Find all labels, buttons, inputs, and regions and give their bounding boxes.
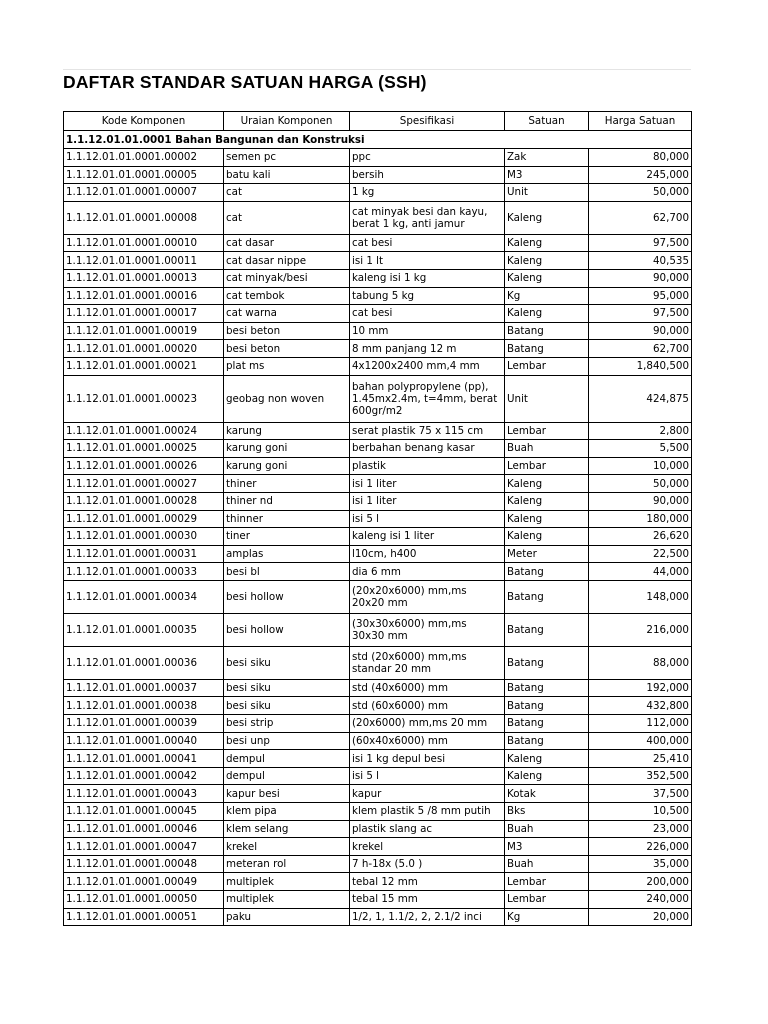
cell-spesifikasi: cat besi bbox=[350, 234, 505, 252]
cell-harga: 95,000 bbox=[589, 287, 692, 305]
cell-uraian: klem selang bbox=[224, 820, 350, 838]
cell-kode: 1.1.12.01.01.0001.00048 bbox=[64, 855, 224, 873]
table-row bbox=[64, 422, 692, 440]
cell-harga: 200,000 bbox=[589, 873, 692, 891]
cell-kode: 1.1.12.01.01.0001.00028 bbox=[64, 492, 224, 510]
cell-satuan: Batang bbox=[505, 580, 589, 613]
table-row bbox=[64, 357, 692, 375]
table-row bbox=[64, 679, 692, 697]
cell-kode: 1.1.12.01.01.0001.00024 bbox=[64, 422, 224, 440]
table-row bbox=[64, 750, 692, 768]
cell-uraian: besi beton bbox=[224, 340, 350, 358]
table-header-row bbox=[64, 112, 692, 131]
cell-uraian: cat tembok bbox=[224, 287, 350, 305]
cell-uraian: besi hollow bbox=[224, 580, 350, 613]
cell-uraian: geobag non woven bbox=[224, 375, 350, 422]
cell-satuan: Kaleng bbox=[505, 767, 589, 785]
cell-uraian: besi hollow bbox=[224, 613, 350, 646]
cell-spesifikasi: isi 5 l bbox=[350, 767, 505, 785]
cell-uraian: amplas bbox=[224, 545, 350, 563]
cell-harga: 20,000 bbox=[589, 908, 692, 926]
cell-harga: 40,535 bbox=[589, 252, 692, 270]
cell-kode: 1.1.12.01.01.0001.00011 bbox=[64, 252, 224, 270]
table-row bbox=[64, 234, 692, 252]
cell-satuan: Kaleng bbox=[505, 750, 589, 768]
cell-satuan: Batang bbox=[505, 646, 589, 679]
cell-kode: 1.1.12.01.01.0001.00023 bbox=[64, 375, 224, 422]
cell-spesifikasi: (20x6000) mm,ms 20 mm bbox=[350, 715, 505, 733]
cell-satuan: Kaleng bbox=[505, 475, 589, 493]
cell-spesifikasi: (30x30x6000) mm,ms 30x30 mm bbox=[350, 613, 505, 646]
cell-harga: 62,700 bbox=[589, 201, 692, 234]
header-kode: Kode Komponen bbox=[64, 112, 224, 131]
cell-spesifikasi: krekel bbox=[350, 838, 505, 856]
cell-kode: 1.1.12.01.01.0001.00025 bbox=[64, 440, 224, 458]
cell-satuan: Meter bbox=[505, 545, 589, 563]
table-row bbox=[64, 457, 692, 475]
cell-satuan: Batang bbox=[505, 697, 589, 715]
cell-harga: 90,000 bbox=[589, 322, 692, 340]
cell-uraian: besi siku bbox=[224, 679, 350, 697]
cell-spesifikasi: (60x40x6000) mm bbox=[350, 732, 505, 750]
cell-harga: 1,840,500 bbox=[589, 357, 692, 375]
cell-kode: 1.1.12.01.01.0001.00021 bbox=[64, 357, 224, 375]
cell-harga: 35,000 bbox=[589, 855, 692, 873]
cell-satuan: Batang bbox=[505, 715, 589, 733]
table-row bbox=[64, 767, 692, 785]
cell-uraian: cat warna bbox=[224, 305, 350, 323]
cell-spesifikasi: std (40x6000) mm bbox=[350, 679, 505, 697]
cell-uraian: meteran rol bbox=[224, 855, 350, 873]
group-row bbox=[64, 131, 692, 149]
cell-satuan: Kaleng bbox=[505, 528, 589, 546]
cell-kode: 1.1.12.01.01.0001.00047 bbox=[64, 838, 224, 856]
cell-satuan: Batang bbox=[505, 340, 589, 358]
cell-satuan: Batang bbox=[505, 563, 589, 581]
table-row bbox=[64, 820, 692, 838]
cell-kode: 1.1.12.01.01.0001.00039 bbox=[64, 715, 224, 733]
cell-harga: 2,800 bbox=[589, 422, 692, 440]
cell-kode: 1.1.12.01.01.0001.00020 bbox=[64, 340, 224, 358]
cell-satuan: Batang bbox=[505, 679, 589, 697]
table-row bbox=[64, 563, 692, 581]
cell-kode: 1.1.12.01.01.0001.00033 bbox=[64, 563, 224, 581]
cell-kode: 1.1.12.01.01.0001.00030 bbox=[64, 528, 224, 546]
cell-satuan: Batang bbox=[505, 732, 589, 750]
cell-kode: 1.1.12.01.01.0001.00027 bbox=[64, 475, 224, 493]
cell-satuan: M3 bbox=[505, 166, 589, 184]
cell-harga: 432,800 bbox=[589, 697, 692, 715]
cell-harga: 90,000 bbox=[589, 269, 692, 287]
cell-harga: 25,410 bbox=[589, 750, 692, 768]
cell-harga: 240,000 bbox=[589, 891, 692, 909]
cell-satuan: Kaleng bbox=[505, 201, 589, 234]
cell-satuan: Kaleng bbox=[505, 252, 589, 270]
cell-uraian: cat dasar nippe bbox=[224, 252, 350, 270]
cell-spesifikasi: std (60x6000) mm bbox=[350, 697, 505, 715]
cell-satuan: Kg bbox=[505, 287, 589, 305]
table-row bbox=[64, 252, 692, 270]
ssh-table bbox=[63, 111, 692, 926]
cell-uraian: karung goni bbox=[224, 457, 350, 475]
table-row bbox=[64, 873, 692, 891]
cell-satuan: Kaleng bbox=[505, 234, 589, 252]
cell-satuan: Buah bbox=[505, 855, 589, 873]
cell-spesifikasi: kaleng isi 1 liter bbox=[350, 528, 505, 546]
cell-satuan: Buah bbox=[505, 820, 589, 838]
cell-harga: 37,500 bbox=[589, 785, 692, 803]
cell-uraian: paku bbox=[224, 908, 350, 926]
cell-satuan: Kaleng bbox=[505, 269, 589, 287]
cell-uraian: besi bl bbox=[224, 563, 350, 581]
table-row bbox=[64, 613, 692, 646]
cell-spesifikasi: isi 1 liter bbox=[350, 492, 505, 510]
cell-kode: 1.1.12.01.01.0001.00034 bbox=[64, 580, 224, 613]
cell-spesifikasi: 4x1200x2400 mm,4 mm bbox=[350, 357, 505, 375]
cell-kode: 1.1.12.01.01.0001.00031 bbox=[64, 545, 224, 563]
cell-harga: 216,000 bbox=[589, 613, 692, 646]
cell-harga: 50,000 bbox=[589, 184, 692, 202]
cell-spesifikasi: 8 mm panjang 12 m bbox=[350, 340, 505, 358]
table-row bbox=[64, 838, 692, 856]
cell-kode: 1.1.12.01.01.0001.00051 bbox=[64, 908, 224, 926]
cell-harga: 44,000 bbox=[589, 563, 692, 581]
table-row bbox=[64, 201, 692, 234]
cell-harga: 10,500 bbox=[589, 803, 692, 821]
cell-harga: 5,500 bbox=[589, 440, 692, 458]
cell-spesifikasi: isi 5 l bbox=[350, 510, 505, 528]
cell-harga: 88,000 bbox=[589, 646, 692, 679]
table-row bbox=[64, 891, 692, 909]
cell-satuan: Lembar bbox=[505, 873, 589, 891]
cell-uraian: cat minyak/besi bbox=[224, 269, 350, 287]
cell-spesifikasi: berbahan benang kasar bbox=[350, 440, 505, 458]
cell-harga: 352,500 bbox=[589, 767, 692, 785]
cell-uraian: thinner bbox=[224, 510, 350, 528]
cell-kode: 1.1.12.01.01.0001.00005 bbox=[64, 166, 224, 184]
header-uraian: Uraian Komponen bbox=[224, 112, 350, 131]
cell-kode: 1.1.12.01.01.0001.00038 bbox=[64, 697, 224, 715]
cell-satuan: Lembar bbox=[505, 357, 589, 375]
cell-kode: 1.1.12.01.01.0001.00017 bbox=[64, 305, 224, 323]
cell-kode: 1.1.12.01.01.0001.00045 bbox=[64, 803, 224, 821]
cell-harga: 50,000 bbox=[589, 475, 692, 493]
cell-uraian: cat bbox=[224, 184, 350, 202]
cell-kode: 1.1.12.01.01.0001.00050 bbox=[64, 891, 224, 909]
cell-harga: 62,700 bbox=[589, 340, 692, 358]
cell-spesifikasi: bersih bbox=[350, 166, 505, 184]
cell-uraian: besi siku bbox=[224, 697, 350, 715]
cell-uraian: thiner bbox=[224, 475, 350, 493]
cell-harga: 90,000 bbox=[589, 492, 692, 510]
cell-kode: 1.1.12.01.01.0001.00013 bbox=[64, 269, 224, 287]
cell-uraian: besi unp bbox=[224, 732, 350, 750]
cell-satuan: Lembar bbox=[505, 457, 589, 475]
cell-harga: 26,620 bbox=[589, 528, 692, 546]
cell-harga: 97,500 bbox=[589, 305, 692, 323]
cell-uraian: dempul bbox=[224, 767, 350, 785]
cell-spesifikasi: kaleng isi 1 kg bbox=[350, 269, 505, 287]
table-row bbox=[64, 305, 692, 323]
cell-satuan: Kaleng bbox=[505, 492, 589, 510]
cell-harga: 112,000 bbox=[589, 715, 692, 733]
cell-kode: 1.1.12.01.01.0001.00029 bbox=[64, 510, 224, 528]
cell-uraian: besi siku bbox=[224, 646, 350, 679]
cell-spesifikasi: plastik slang ac bbox=[350, 820, 505, 838]
cell-harga: 23,000 bbox=[589, 820, 692, 838]
table-row bbox=[64, 646, 692, 679]
cell-spesifikasi: tabung 5 kg bbox=[350, 287, 505, 305]
cell-harga: 148,000 bbox=[589, 580, 692, 613]
cell-spesifikasi: l10cm, h400 bbox=[350, 545, 505, 563]
cell-satuan: Batang bbox=[505, 613, 589, 646]
table-row bbox=[64, 732, 692, 750]
cell-spesifikasi: (20x20x6000) mm,ms 20x20 mm bbox=[350, 580, 505, 613]
cell-harga: 22,500 bbox=[589, 545, 692, 563]
cell-kode: 1.1.12.01.01.0001.00037 bbox=[64, 679, 224, 697]
cell-spesifikasi: plastik bbox=[350, 457, 505, 475]
cell-spesifikasi: dia 6 mm bbox=[350, 563, 505, 581]
table-row bbox=[64, 322, 692, 340]
cell-uraian: semen pc bbox=[224, 149, 350, 167]
cell-harga: 245,000 bbox=[589, 166, 692, 184]
cell-harga: 180,000 bbox=[589, 510, 692, 528]
table-row bbox=[64, 545, 692, 563]
cell-uraian: dempul bbox=[224, 750, 350, 768]
cell-harga: 97,500 bbox=[589, 234, 692, 252]
cell-kode: 1.1.12.01.01.0001.00040 bbox=[64, 732, 224, 750]
cell-satuan: Kg bbox=[505, 908, 589, 926]
cell-kode: 1.1.12.01.01.0001.00008 bbox=[64, 201, 224, 234]
cell-kode: 1.1.12.01.01.0001.00002 bbox=[64, 149, 224, 167]
page-title: DAFTAR STANDAR SATUAN HARGA (SSH) bbox=[63, 72, 427, 92]
cell-spesifikasi: ppc bbox=[350, 149, 505, 167]
cell-uraian: karung goni bbox=[224, 440, 350, 458]
cell-harga: 400,000 bbox=[589, 732, 692, 750]
table-row bbox=[64, 528, 692, 546]
cell-spesifikasi: cat minyak besi dan kayu, berat 1 kg, anti jamur bbox=[350, 201, 505, 234]
cell-kode: 1.1.12.01.01.0001.00041 bbox=[64, 750, 224, 768]
table-row bbox=[64, 697, 692, 715]
cell-satuan: Lembar bbox=[505, 422, 589, 440]
table-row bbox=[64, 492, 692, 510]
table-row bbox=[64, 149, 692, 167]
cell-spesifikasi: bahan polypropylene (pp), 1.45mx2.4m, t=4mm, berat 600gr/m2 bbox=[350, 375, 505, 422]
table-row bbox=[64, 785, 692, 803]
cell-satuan: Kaleng bbox=[505, 305, 589, 323]
cell-spesifikasi: tebal 15 mm bbox=[350, 891, 505, 909]
table-row bbox=[64, 440, 692, 458]
table-row bbox=[64, 287, 692, 305]
header-harga: Harga Satuan bbox=[589, 112, 692, 131]
cell-uraian: thiner nd bbox=[224, 492, 350, 510]
table-row bbox=[64, 184, 692, 202]
cell-spesifikasi: cat besi bbox=[350, 305, 505, 323]
table-row bbox=[64, 340, 692, 358]
cell-spesifikasi: kapur bbox=[350, 785, 505, 803]
cell-satuan: Kaleng bbox=[505, 510, 589, 528]
cell-uraian: plat ms bbox=[224, 357, 350, 375]
cell-spesifikasi: std (20x6000) mm,ms standar 20 mm bbox=[350, 646, 505, 679]
table-row bbox=[64, 375, 692, 422]
table-row bbox=[64, 510, 692, 528]
cell-uraian: krekel bbox=[224, 838, 350, 856]
cell-uraian: multiplek bbox=[224, 873, 350, 891]
cell-uraian: kapur besi bbox=[224, 785, 350, 803]
cell-harga: 10,000 bbox=[589, 457, 692, 475]
table-row bbox=[64, 475, 692, 493]
table-row bbox=[64, 803, 692, 821]
cell-satuan: Batang bbox=[505, 322, 589, 340]
table-row bbox=[64, 855, 692, 873]
table-row bbox=[64, 166, 692, 184]
cell-kode: 1.1.12.01.01.0001.00049 bbox=[64, 873, 224, 891]
cell-kode: 1.1.12.01.01.0001.00036 bbox=[64, 646, 224, 679]
cell-harga: 424,875 bbox=[589, 375, 692, 422]
cell-kode: 1.1.12.01.01.0001.00019 bbox=[64, 322, 224, 340]
cell-kode: 1.1.12.01.01.0001.00042 bbox=[64, 767, 224, 785]
cell-spesifikasi: 10 mm bbox=[350, 322, 505, 340]
cell-uraian: klem pipa bbox=[224, 803, 350, 821]
cell-satuan: Unit bbox=[505, 184, 589, 202]
cell-spesifikasi: serat plastik 75 x 115 cm bbox=[350, 422, 505, 440]
cell-satuan: Unit bbox=[505, 375, 589, 422]
cell-satuan: Zak bbox=[505, 149, 589, 167]
header-spesifikasi: Spesifikasi bbox=[350, 112, 505, 131]
cell-kode: 1.1.12.01.01.0001.00010 bbox=[64, 234, 224, 252]
table-row bbox=[64, 580, 692, 613]
cell-spesifikasi: tebal 12 mm bbox=[350, 873, 505, 891]
cell-spesifikasi: isi 1 lt bbox=[350, 252, 505, 270]
cell-harga: 226,000 bbox=[589, 838, 692, 856]
table-row bbox=[64, 269, 692, 287]
cell-uraian: cat bbox=[224, 201, 350, 234]
cell-kode: 1.1.12.01.01.0001.00016 bbox=[64, 287, 224, 305]
cell-kode: 1.1.12.01.01.0001.00007 bbox=[64, 184, 224, 202]
cell-satuan: M3 bbox=[505, 838, 589, 856]
group-label: 1.1.12.01.01.0001 Bahan Bangunan dan Konstruksi bbox=[64, 131, 692, 149]
cell-harga: 80,000 bbox=[589, 149, 692, 167]
cell-spesifikasi: klem plastik 5 /8 mm putih bbox=[350, 803, 505, 821]
cell-uraian: tiner bbox=[224, 528, 350, 546]
table-row bbox=[64, 715, 692, 733]
cell-uraian: besi strip bbox=[224, 715, 350, 733]
cell-kode: 1.1.12.01.01.0001.00026 bbox=[64, 457, 224, 475]
cell-kode: 1.1.12.01.01.0001.00043 bbox=[64, 785, 224, 803]
cell-satuan: Lembar bbox=[505, 891, 589, 909]
table-row bbox=[64, 908, 692, 926]
cell-satuan: Buah bbox=[505, 440, 589, 458]
table-body bbox=[64, 131, 692, 926]
cell-uraian: multiplek bbox=[224, 891, 350, 909]
cell-spesifikasi: isi 1 kg depul besi bbox=[350, 750, 505, 768]
header-satuan: Satuan bbox=[505, 112, 589, 131]
cell-satuan: Bks bbox=[505, 803, 589, 821]
cell-uraian: besi beton bbox=[224, 322, 350, 340]
cell-harga: 192,000 bbox=[589, 679, 692, 697]
cell-spesifikasi: isi 1 liter bbox=[350, 475, 505, 493]
cell-uraian: cat dasar bbox=[224, 234, 350, 252]
cell-spesifikasi: 7 h-18x (5.0 ) bbox=[350, 855, 505, 873]
cell-kode: 1.1.12.01.01.0001.00035 bbox=[64, 613, 224, 646]
cell-uraian: karung bbox=[224, 422, 350, 440]
cell-kode: 1.1.12.01.01.0001.00046 bbox=[64, 820, 224, 838]
cell-spesifikasi: 1/2, 1, 1.1/2, 2, 2.1/2 inci bbox=[350, 908, 505, 926]
cell-satuan: Kotak bbox=[505, 785, 589, 803]
cell-uraian: batu kali bbox=[224, 166, 350, 184]
cell-spesifikasi: 1 kg bbox=[350, 184, 505, 202]
